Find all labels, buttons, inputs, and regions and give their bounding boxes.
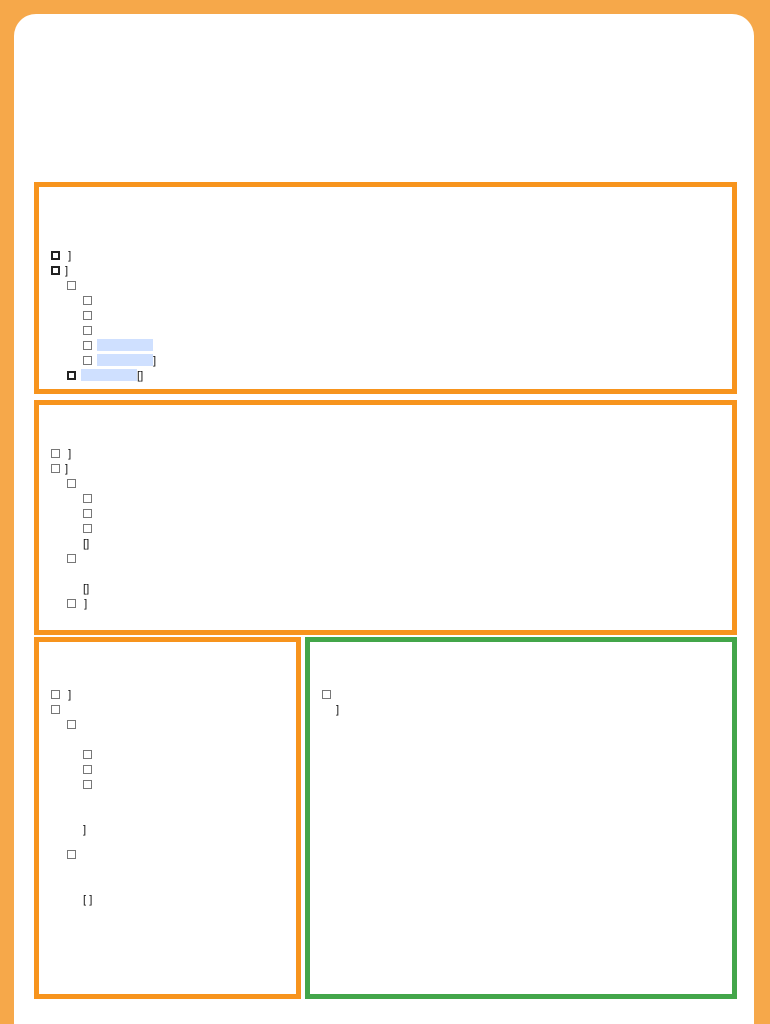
step3-deviate-option xyxy=(67,848,81,862)
step1-yes-checkbox[interactable] xyxy=(51,266,60,275)
step3-yes-checkbox[interactable] xyxy=(51,690,60,699)
step2-opt-written xyxy=(83,492,97,506)
step2-alt-option xyxy=(67,552,81,566)
step2-deviate-option: ] xyxy=(67,597,87,611)
step1-secured-amount-field[interactable] xyxy=(97,354,153,366)
form-page xyxy=(14,14,754,1024)
step3-box xyxy=(34,637,301,999)
step3-opt-custody xyxy=(83,763,97,777)
step1-opt-custody xyxy=(83,309,97,323)
step1-no-option: ] xyxy=(51,249,71,263)
step1-set-conditions xyxy=(67,279,81,293)
step2-yes-option: ] xyxy=(51,462,68,476)
step1-doubling-checkbox[interactable] xyxy=(67,371,76,380)
step1-doubling-amount-field[interactable] xyxy=(81,369,137,381)
step1-opt-written xyxy=(83,294,97,308)
step2-no-option: ] xyxy=(51,447,71,461)
step2-opt-unsecured xyxy=(83,522,97,536)
step1-set-conditions-checkbox[interactable] xyxy=(67,281,76,290)
step2-box xyxy=(34,400,737,635)
step3-unsecured-checkbox[interactable] xyxy=(83,780,92,789)
step1-opt-unsecured xyxy=(83,339,153,353)
step1-secured-checkbox[interactable] xyxy=(83,356,92,365)
step1-pretrial-checkbox[interactable] xyxy=(83,326,92,335)
step1-box xyxy=(34,182,737,394)
sidebar-felony-checkbox[interactable] xyxy=(322,690,331,699)
step3-opt-unsecured xyxy=(83,778,97,792)
step1-doubling-option: [] xyxy=(67,369,143,383)
sidebar-box xyxy=(305,637,737,999)
step3-opt-unsecured-cont3: ] xyxy=(83,824,87,836)
step2-written-checkbox[interactable] xyxy=(83,494,92,503)
step1-no-checkbox[interactable] xyxy=(51,251,60,260)
step2-alt-checkbox[interactable] xyxy=(67,554,76,563)
step1-unsecured-amount-field[interactable] xyxy=(97,339,153,351)
step3-follow-checkbox[interactable] xyxy=(67,720,76,729)
step2-alt-form-complete: [] xyxy=(83,583,90,595)
step1-unsecured-checkbox[interactable] xyxy=(83,341,92,350)
step2-no-checkbox[interactable] xyxy=(51,449,60,458)
step3-written-checkbox[interactable] xyxy=(83,750,92,759)
step2-follow-checkbox[interactable] xyxy=(67,479,76,488)
step3-deviate-goto: [ ] xyxy=(83,894,93,906)
step2-follow-option xyxy=(67,477,81,491)
step1-opt-secured: ] xyxy=(83,354,156,368)
step1-custody-checkbox[interactable] xyxy=(83,311,92,320)
sidebar-factor-felony-cont: ] xyxy=(336,704,340,716)
sidebar-factor-felony xyxy=(322,688,336,702)
step1-written-checkbox[interactable] xyxy=(83,296,92,305)
step2-form-complete: [] xyxy=(83,538,90,550)
step2-opt-custody xyxy=(83,507,97,521)
step3-no-option xyxy=(51,703,65,717)
step1-yes-option: ] xyxy=(51,264,68,278)
step2-unsecured-checkbox[interactable] xyxy=(83,524,92,533)
step1-opt-pretrial xyxy=(83,324,97,338)
step3-deviate-checkbox[interactable] xyxy=(67,850,76,859)
step2-yes-checkbox[interactable] xyxy=(51,464,60,473)
step3-no-checkbox[interactable] xyxy=(51,705,60,714)
step2-custody-checkbox[interactable] xyxy=(83,509,92,518)
step2-deviate-checkbox[interactable] xyxy=(67,599,76,608)
step3-opt-written xyxy=(83,748,97,762)
step3-yes-option: ] xyxy=(51,688,71,702)
step3-custody-checkbox[interactable] xyxy=(83,765,92,774)
step3-follow-option xyxy=(67,718,81,732)
